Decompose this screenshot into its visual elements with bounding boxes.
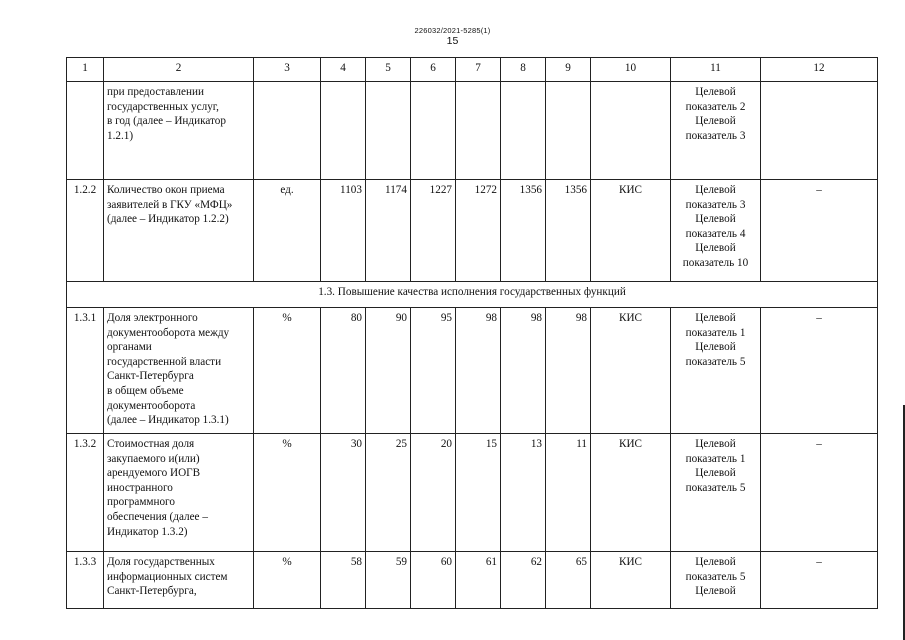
target-indicator-cell: Целевой показатель 3 Целевой показатель 4 Целевой показатель 10 xyxy=(671,180,761,282)
table-row xyxy=(67,434,878,552)
column-number-row xyxy=(67,58,878,82)
value-cell: 98 xyxy=(456,308,501,434)
note-cell: – xyxy=(761,308,878,434)
column-header: 2 xyxy=(104,58,254,82)
target-indicator-cell: Целевой показатель 5 Целевой xyxy=(671,552,761,609)
unit-cell: % xyxy=(254,308,321,434)
indicators-table xyxy=(66,57,878,609)
value-cell: 13 xyxy=(501,434,546,552)
value-cell: 65 xyxy=(546,552,591,609)
column-header: 1 xyxy=(67,58,104,82)
note-cell: – xyxy=(761,434,878,552)
table-row xyxy=(67,308,878,434)
value-cell: 80 xyxy=(321,308,366,434)
value-cell: 1356 xyxy=(546,180,591,282)
column-header: 9 xyxy=(546,58,591,82)
value-cell: 25 xyxy=(366,434,411,552)
section-title: 1.3. Повышение качества исполнения государственных функций xyxy=(67,282,878,308)
value-cell xyxy=(546,82,591,180)
value-cell: 61 xyxy=(456,552,501,609)
indicator-name-cell: Доля электронного документооборота между органами государственной власти Санкт-Петербурга в общем объеме документооборота (далее – Индикатор 1.3.1) xyxy=(104,308,254,434)
section-row xyxy=(67,282,878,308)
indicator-number-cell xyxy=(67,82,104,180)
table-row xyxy=(67,552,878,609)
indicator-number-cell: 1.3.1 xyxy=(67,308,104,434)
source-cell xyxy=(591,82,671,180)
indicator-name-cell: Доля государственных информационных систем Санкт-Петербурга, xyxy=(104,552,254,609)
source-cell: КИС xyxy=(591,308,671,434)
indicator-name-cell: Стоимостная доля закупаемого и(или) арендуемого ИОГВ иностранного программного обеспечения (далее – Индикатор 1.3.2) xyxy=(104,434,254,552)
unit-cell: ед. xyxy=(254,180,321,282)
value-cell: 98 xyxy=(546,308,591,434)
value-cell: 59 xyxy=(366,552,411,609)
source-cell: КИС xyxy=(591,552,671,609)
column-header: 12 xyxy=(761,58,878,82)
value-cell: 20 xyxy=(411,434,456,552)
value-cell: 11 xyxy=(546,434,591,552)
value-cell: 1356 xyxy=(501,180,546,282)
note-cell: – xyxy=(761,180,878,282)
indicator-number-cell: 1.3.3 xyxy=(67,552,104,609)
value-cell xyxy=(456,82,501,180)
target-indicator-cell: Целевой показатель 2 Целевой показатель 3 xyxy=(671,82,761,180)
value-cell xyxy=(501,82,546,180)
indicator-name-cell: Количество окон приема заявителей в ГКУ «МФЦ» (далее – Индикатор 1.2.2) xyxy=(104,180,254,282)
source-cell: КИС xyxy=(591,434,671,552)
column-header: 7 xyxy=(456,58,501,82)
unit-cell: % xyxy=(254,552,321,609)
document-registration-code: 226032/2021-5285(1) xyxy=(414,26,491,35)
table-row xyxy=(67,82,878,180)
indicator-number-cell: 1.3.2 xyxy=(67,434,104,552)
value-cell xyxy=(366,82,411,180)
value-cell: 1174 xyxy=(366,180,411,282)
value-cell: 15 xyxy=(456,434,501,552)
value-cell: 95 xyxy=(411,308,456,434)
indicator-number-cell: 1.2.2 xyxy=(67,180,104,282)
value-cell: 98 xyxy=(501,308,546,434)
table-row xyxy=(67,180,878,282)
column-header: 4 xyxy=(321,58,366,82)
column-header: 10 xyxy=(591,58,671,82)
value-cell xyxy=(321,82,366,180)
column-header: 11 xyxy=(671,58,761,82)
column-header: 8 xyxy=(501,58,546,82)
target-indicator-cell: Целевой показатель 1 Целевой показатель 5 xyxy=(671,434,761,552)
unit-cell: % xyxy=(254,434,321,552)
column-header: 6 xyxy=(411,58,456,82)
unit-cell xyxy=(254,82,321,180)
note-cell: – xyxy=(761,552,878,609)
page-number: 15 xyxy=(446,35,459,47)
value-cell: 1227 xyxy=(411,180,456,282)
value-cell: 1103 xyxy=(321,180,366,282)
column-header: 3 xyxy=(254,58,321,82)
source-cell: КИС xyxy=(591,180,671,282)
value-cell: 62 xyxy=(501,552,546,609)
value-cell: 58 xyxy=(321,552,366,609)
indicator-name-cell: при предоставлении государственных услуг, в год (далее – Индикатор 1.2.1) xyxy=(104,82,254,180)
note-cell xyxy=(761,82,878,180)
value-cell xyxy=(411,82,456,180)
target-indicator-cell: Целевой показатель 1 Целевой показатель 5 xyxy=(671,308,761,434)
value-cell: 30 xyxy=(321,434,366,552)
value-cell: 60 xyxy=(411,552,456,609)
column-header: 5 xyxy=(366,58,411,82)
value-cell: 90 xyxy=(366,308,411,434)
value-cell: 1272 xyxy=(456,180,501,282)
